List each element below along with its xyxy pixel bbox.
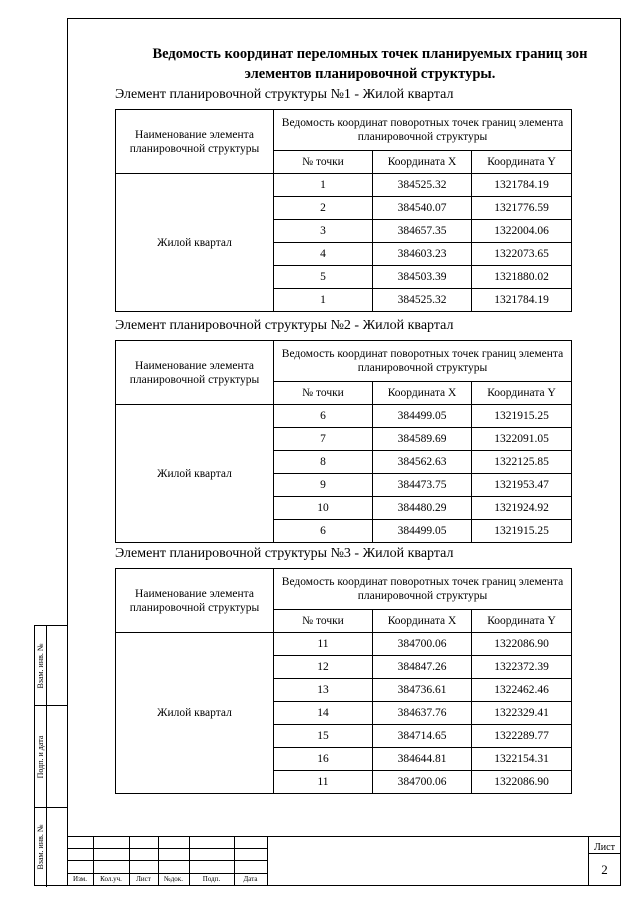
element-subtitle: Элемент планировочной структуры №2 - Жилой квартал	[115, 318, 454, 333]
element-name-cell: Жилой квартал	[116, 174, 274, 312]
coordinates-table	[115, 340, 572, 543]
coordinate-y-cell: 1322154.31	[472, 748, 572, 771]
coordinate-y-cell: 1321924.92	[472, 497, 572, 520]
title-line-2: элементов планировочной структуры.	[244, 66, 496, 82]
coordinate-x-cell: 384637.76	[373, 702, 472, 725]
stamp-line	[67, 848, 267, 849]
stamp-col-kol: Кол.уч.	[100, 875, 122, 883]
stamp-line	[588, 853, 621, 854]
coordinate-x-cell: 384499.05	[373, 405, 472, 428]
header-coordinate-statement: Ведомость координат поворотных точек границ элемента планировочной структуры	[274, 569, 572, 610]
point-number-cell: 7	[274, 428, 373, 451]
point-number-cell: 11	[274, 771, 373, 794]
element-name-cell: Жилой квартал	[116, 633, 274, 794]
coordinate-x-cell: 384644.81	[373, 748, 472, 771]
point-number-cell: 9	[274, 474, 373, 497]
coordinate-x-cell: 384657.35	[373, 220, 472, 243]
coordinate-x-cell: 384714.65	[373, 725, 472, 748]
stamp-col-list: Лист	[136, 875, 151, 883]
sheet-number: 2	[601, 862, 608, 877]
coordinate-y-cell: 1321880.02	[472, 266, 572, 289]
point-number-cell: 2	[274, 197, 373, 220]
coordinate-y-cell: 1321784.19	[472, 174, 572, 197]
coordinate-y-cell: 1321776.59	[472, 197, 572, 220]
header-element-name: Наименование элемента планировочной структуры	[116, 569, 274, 633]
header-element-name: Наименование элемента планировочной структуры	[116, 341, 274, 405]
coordinate-x-cell: 384847.26	[373, 656, 472, 679]
stamp-col-sign: Подп.	[202, 875, 221, 883]
coordinate-y-cell: 1322372.39	[472, 656, 572, 679]
point-number-cell: 8	[274, 451, 373, 474]
element-subtitle: Элемент планировочной структуры №3 - Жилой квартал	[115, 546, 454, 561]
coordinate-x-cell: 384562.63	[373, 451, 472, 474]
stamp-line	[267, 836, 268, 886]
point-number-cell: 11	[274, 633, 373, 656]
coordinate-y-cell: 1322086.90	[472, 633, 572, 656]
coordinate-y-cell: 1322289.77	[472, 725, 572, 748]
coordinate-x-cell: 384473.75	[373, 474, 472, 497]
stamp-col-izm: Изм.	[73, 875, 87, 883]
coordinates-table	[115, 109, 572, 312]
coordinate-x-cell: 384503.39	[373, 266, 472, 289]
coordinate-y-cell: 1321915.25	[472, 405, 572, 428]
table-row	[116, 174, 572, 197]
title-line-1: Ведомость координат переломных точек планируемых границ зон	[152, 46, 588, 62]
point-number-cell: 5	[274, 266, 373, 289]
coordinate-x-cell: 384589.69	[373, 428, 472, 451]
coordinate-y-cell: 1322073.65	[472, 243, 572, 266]
coordinate-x-cell: 384525.32	[373, 174, 472, 197]
coordinate-y-cell: 1322125.85	[472, 451, 572, 474]
header-point-number: № точки	[274, 151, 373, 174]
header-coordinate-x: Координата X	[373, 610, 472, 633]
coordinate-x-cell: 384736.61	[373, 679, 472, 702]
header-point-number: № точки	[274, 382, 373, 405]
point-number-cell: 14	[274, 702, 373, 725]
point-number-cell: 12	[274, 656, 373, 679]
point-number-cell: 10	[274, 497, 373, 520]
page-title	[130, 44, 610, 84]
point-number-cell: 1	[274, 289, 373, 312]
header-point-number: № точки	[274, 610, 373, 633]
strip-label-2: Подп. и дата	[36, 735, 45, 779]
coordinate-y-cell: 1322004.06	[472, 220, 572, 243]
table-row	[116, 405, 572, 428]
coordinate-y-cell: 1322462.46	[472, 679, 572, 702]
coordinate-y-cell: 1322091.05	[472, 428, 572, 451]
coordinate-x-cell: 384499.05	[373, 520, 472, 543]
header-coordinate-y: Координата Y	[472, 151, 572, 174]
point-number-cell: 4	[274, 243, 373, 266]
coordinate-x-cell: 384700.06	[373, 771, 472, 794]
coordinate-y-cell: 1322329.41	[472, 702, 572, 725]
coordinate-y-cell: 1322086.90	[472, 771, 572, 794]
coordinate-y-cell: 1321915.25	[472, 520, 572, 543]
header-coordinate-y: Координата Y	[472, 382, 572, 405]
point-number-cell: 13	[274, 679, 373, 702]
coordinate-y-cell: 1321784.19	[472, 289, 572, 312]
point-number-cell: 6	[274, 405, 373, 428]
element-subtitle: Элемент планировочной структуры №1 - Жилой квартал	[115, 87, 454, 102]
stamp-line	[67, 836, 621, 837]
sheet-label: Лист	[594, 842, 615, 853]
point-number-cell: 15	[274, 725, 373, 748]
title-block	[67, 836, 621, 886]
stamp-line	[67, 860, 267, 861]
header-coordinate-statement: Ведомость координат поворотных точек границ элемента планировочной структуры	[274, 110, 572, 151]
strip-label-3: Взам. инв. №	[36, 824, 45, 870]
coordinate-x-cell: 384540.07	[373, 197, 472, 220]
coordinate-x-cell: 384480.29	[373, 497, 472, 520]
coordinate-x-cell: 384700.06	[373, 633, 472, 656]
header-coordinate-y: Координата Y	[472, 610, 572, 633]
point-number-cell: 6	[274, 520, 373, 543]
point-number-cell: 16	[274, 748, 373, 771]
side-strip	[34, 625, 67, 886]
point-number-cell: 1	[274, 174, 373, 197]
table-row	[116, 633, 572, 656]
stamp-col-doc: №док.	[164, 875, 183, 883]
header-coordinate-x: Координата X	[373, 151, 472, 174]
point-number-cell: 3	[274, 220, 373, 243]
stamp-col-date: Дата	[243, 875, 258, 883]
header-coordinate-statement: Ведомость координат поворотных точек границ элемента планировочной структуры	[274, 341, 572, 382]
strip-label-1: Взам. инв. №	[36, 643, 45, 689]
coordinates-table	[115, 568, 572, 794]
header-element-name: Наименование элемента планировочной структуры	[116, 110, 274, 174]
coordinate-x-cell: 384603.23	[373, 243, 472, 266]
coordinate-x-cell: 384525.32	[373, 289, 472, 312]
coordinate-y-cell: 1321953.47	[472, 474, 572, 497]
header-coordinate-x: Координата X	[373, 382, 472, 405]
element-name-cell: Жилой квартал	[116, 405, 274, 543]
